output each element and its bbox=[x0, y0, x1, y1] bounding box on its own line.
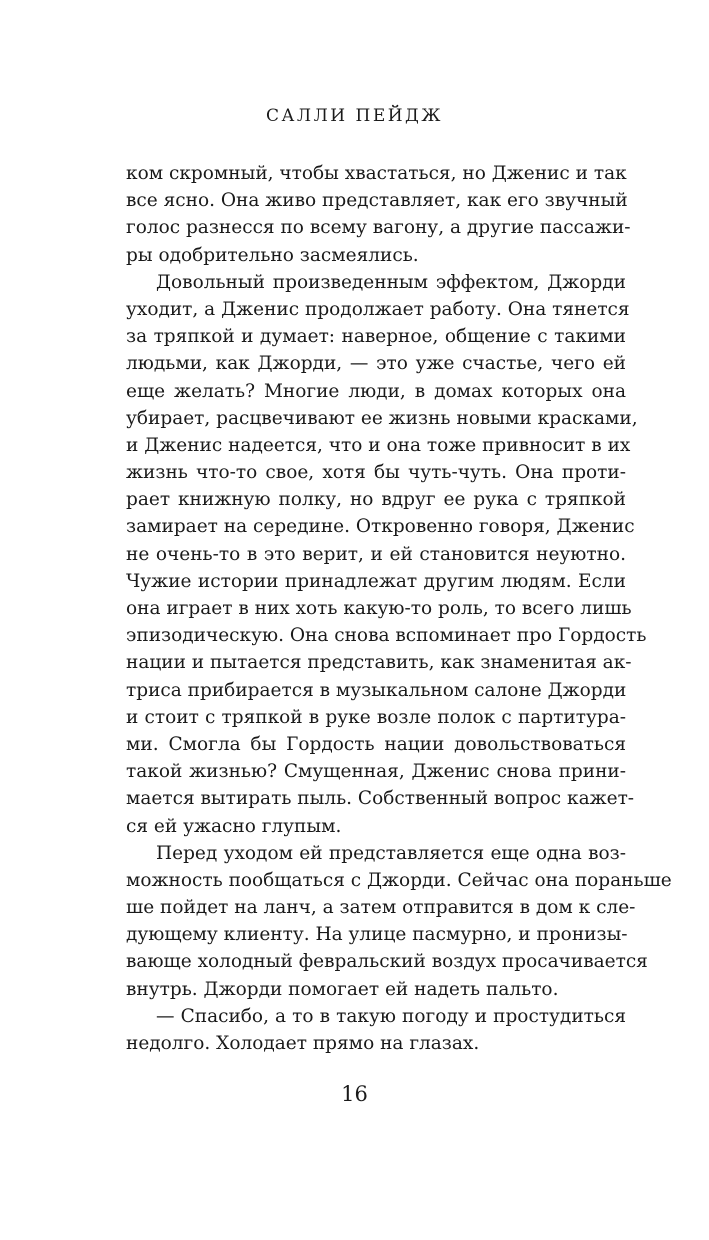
text-line: замирает на середине. Откровенно говоря, Дженис bbox=[126, 516, 635, 538]
text-line: голос разнесся по всему вагону, а другие пассажи- bbox=[126, 217, 631, 239]
text-line: рает книжную полку, но вдруг ее рука с тряпкой bbox=[126, 489, 626, 511]
text-line: ми. Смогла бы Гордость нации довольствоваться bbox=[126, 733, 626, 755]
text-line: и стоит с тряпкой в руке возле полок с партитура- bbox=[126, 706, 626, 728]
text-line: она играет в них хоть какую-то роль, то всего лишь bbox=[126, 598, 632, 619]
page-number: 16 bbox=[341, 1082, 368, 1106]
text-line: вающе холодный февральский воздух просачивается bbox=[126, 951, 648, 973]
text-line: недолго. Холодает прямо на глазах. bbox=[126, 1033, 480, 1054]
text-line: ком скромный, чтобы хвастаться, но Дженис и так bbox=[126, 163, 627, 184]
text-line: убирает, расцвечивают ее жизнь новыми красками, bbox=[126, 407, 638, 429]
text-line: ся ей ужасно глупым. bbox=[126, 815, 342, 837]
text-line: внутрь. Джорди помогает ей надеть пальто. bbox=[126, 978, 559, 1000]
running-head: САЛЛИ ПЕЙДЖ bbox=[266, 106, 443, 126]
text-line: Чужие истории принадлежат другим людям. Если bbox=[126, 570, 626, 592]
text-line: жизнь что-то свое, хотя бы чуть-чуть. Она проти- bbox=[126, 462, 626, 484]
text-line: ры одобрительно засмеялись. bbox=[126, 244, 419, 266]
text-line: не очень-то в это верит, и ей становится неуютно. bbox=[126, 543, 626, 565]
text-line: все ясно. Она живо представляет, как его звучный bbox=[126, 190, 628, 212]
text-line: мается вытирать пыль. Собственный вопрос кажет- bbox=[126, 788, 635, 810]
text-line: дующему клиенту. На улице пасмурно, и пронизы- bbox=[126, 924, 628, 946]
text-line: эпизодическую. Она снова вспоминает про Гордость bbox=[126, 625, 647, 647]
text-line: за тряпкой и думает: наверное, общение с такими bbox=[126, 326, 626, 348]
text-line: нации и пытается представить, как знаменитая ак- bbox=[126, 652, 632, 674]
text-line: еще желать? Многие люди, в домах которых она bbox=[126, 380, 626, 402]
text-line: такой жизнью? Смущенная, Дженис снова прини- bbox=[126, 761, 626, 783]
text-line: триса прибирается в музыкальном салоне Джорди bbox=[126, 679, 627, 701]
text-line: и Дженис надеется, что и она тоже привносит в их bbox=[126, 434, 631, 456]
text-line: уходит, а Дженис продолжает работу. Она тянется bbox=[126, 298, 630, 320]
body-text bbox=[126, 160, 672, 1057]
text-line: людьми, как Джорди, — это уже счастье, чего ей bbox=[126, 353, 626, 375]
text-line: Перед уходом ей представляется еще одна воз- bbox=[156, 842, 626, 864]
text-line: — Спасибо, а то в такую погоду и простудиться bbox=[156, 1005, 626, 1027]
text-line: можность пообщаться с Джорди. Сейчас она пораньше bbox=[126, 869, 672, 891]
text-line: ше пойдет на ланч, а затем отправится в дом к сле- bbox=[126, 897, 636, 919]
text-line: Довольный произведенным эффектом, Джорди bbox=[156, 271, 626, 293]
